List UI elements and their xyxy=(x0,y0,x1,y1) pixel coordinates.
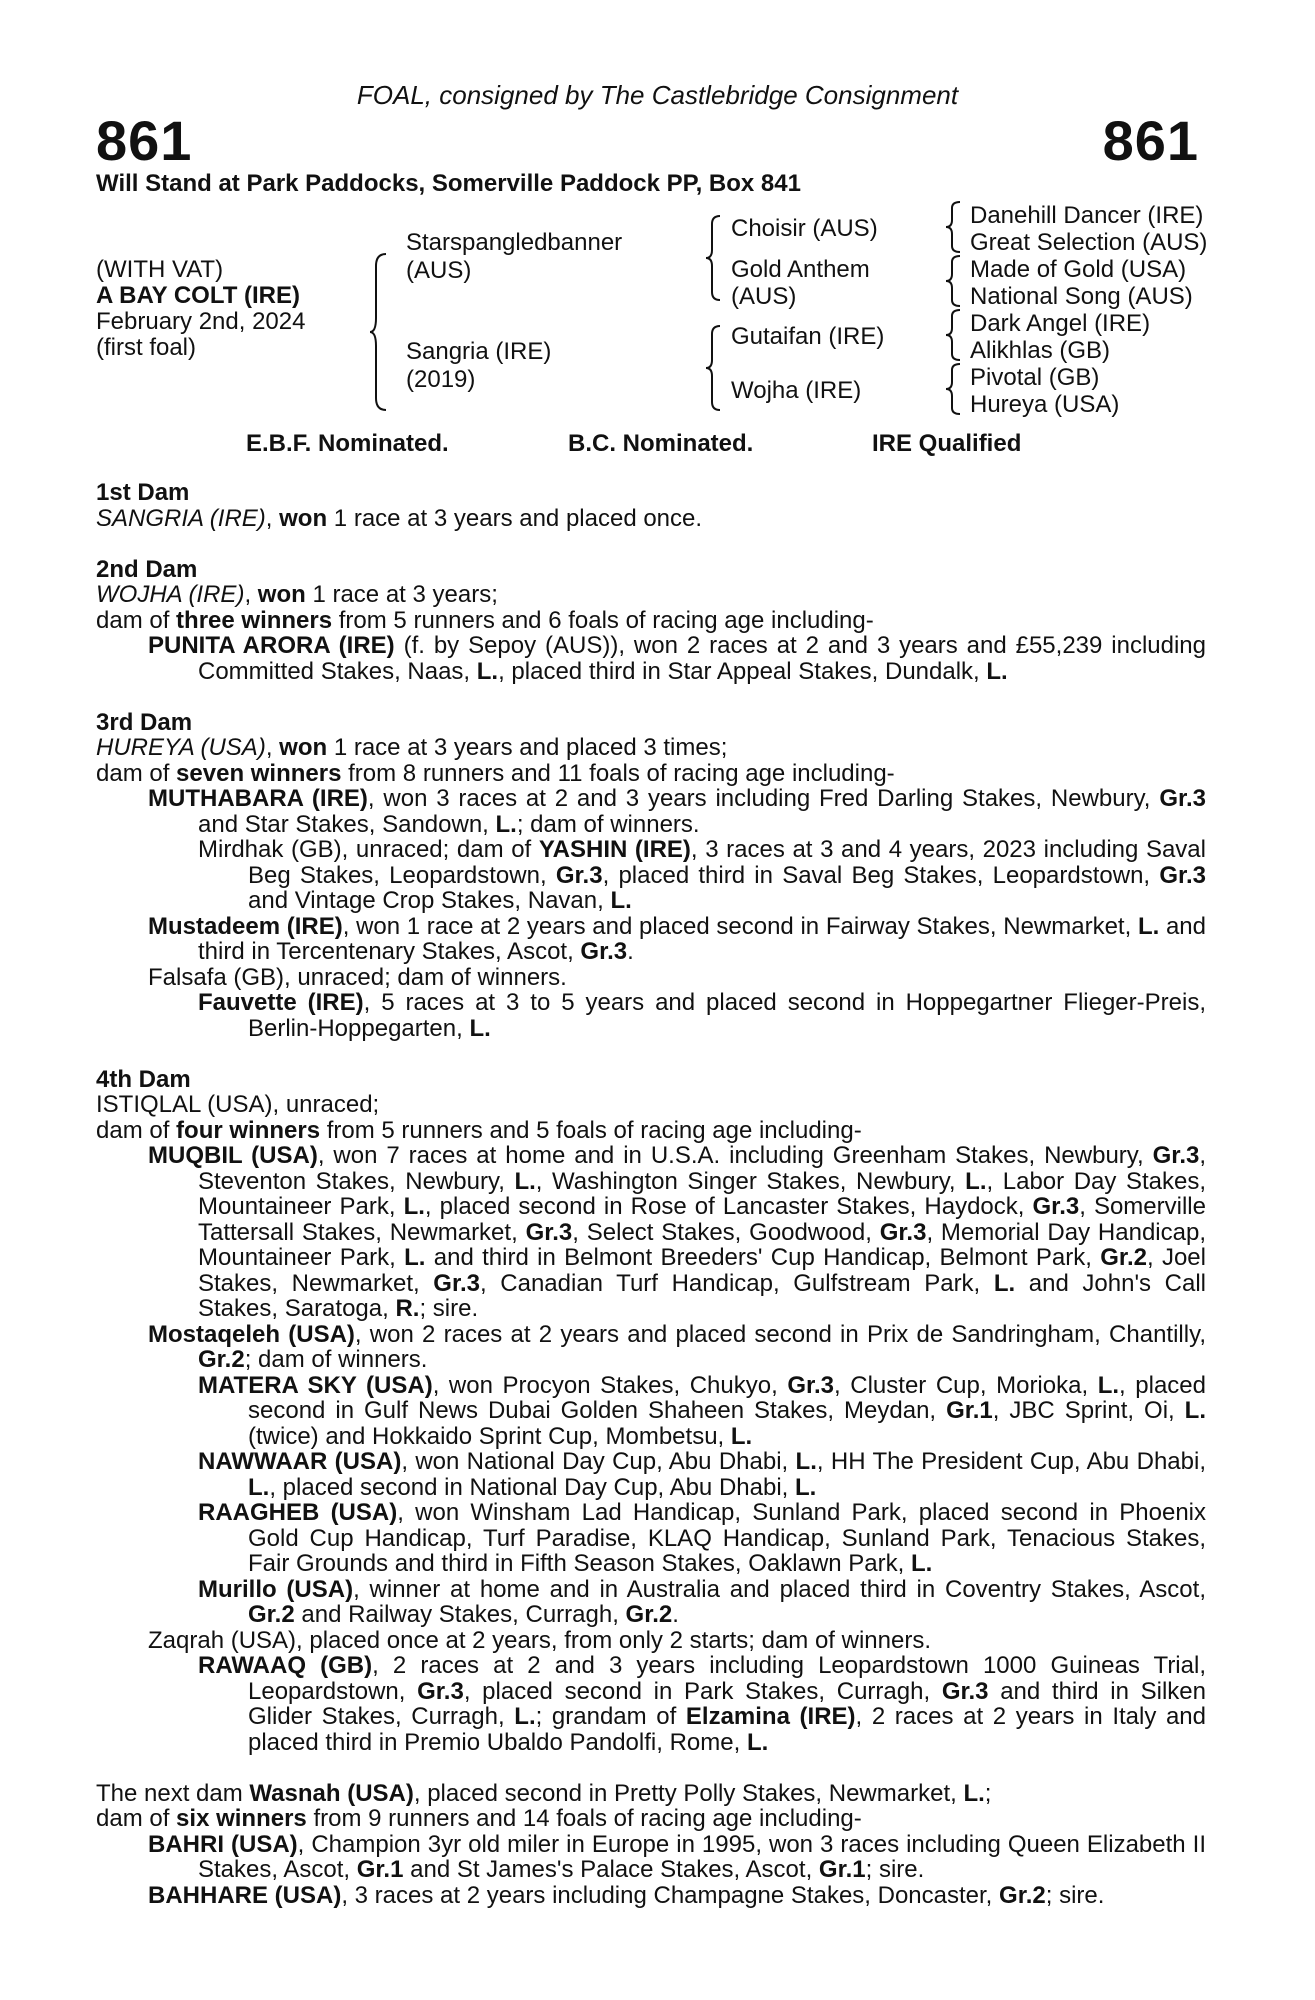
g3-ancestor-4: National Song (AUS) xyxy=(970,283,1193,310)
ire-qualified: IRE Qualified xyxy=(872,430,1022,457)
subject-name: A BAY COLT (IRE) xyxy=(96,282,301,309)
g3-brace-2 xyxy=(944,254,964,308)
third-dam-heading: 3rd Dam xyxy=(96,708,193,736)
sire-sire: Choisir (AUS) xyxy=(731,215,878,242)
dam-dam: Wojha (IRE) xyxy=(731,377,862,404)
matera-sky-entry: MATERA SKY (USA), won Procyon Stakes, Chukyo, Gr.3, Cluster Cup, Morioka, L., placed second in Gulf News Dubai Golden Shaheen Stakes, Meydan, Gr.1, JBC Sprint, Oi, L. (twice) and Hokkaido Sprint Cup, Mombetsu, L. xyxy=(198,1371,1206,1450)
third-dam-line: HUREYA (USA), won 1 race at 3 years and placed 3 times; xyxy=(96,734,728,761)
mirdhak-entry: Mirdhak (GB), unraced; dam of YASHIN (IRE), 3 races at 3 and 4 years, 2023 including Saval Beg Stakes, Leopardstown, Gr.3, placed third in Saval Beg Stakes, Leopardstown, Gr.3 and Vintage Crop Stakes, Navan, L. xyxy=(198,836,1207,914)
mustadeem-entry: Mustadeem (IRE), won 1 race at 2 years and placed second in Fairway Stakes, Newmarket, L. and third in Tercentenary Stakes, Ascot, Gr.3. xyxy=(148,912,1207,965)
punita-arora-entry: PUNITA ARORA (IRE) (f. by Sepoy (AUS)), won 2 races at 2 and 3 years and £55,239 including Committed Stakes, Naas, L., placed third in Star Appeal Stakes, Dundalk, L. xyxy=(148,632,1207,685)
g3-ancestor-7: Pivotal (GB) xyxy=(970,364,1100,391)
fourth-dam-produce: dam of four winners from 5 runners and 5 foals of racing age including- xyxy=(96,1116,862,1144)
subject-dob: February 2nd, 2024 xyxy=(96,308,306,335)
sire-country: (AUS) xyxy=(406,257,472,284)
g3-ancestor-5: Dark Angel (IRE) xyxy=(970,310,1151,337)
g3-brace-1 xyxy=(944,200,964,254)
dam-year: (2019) xyxy=(406,366,476,393)
fourth-dam-line: ISTIQLAL (USA), unraced; xyxy=(96,1091,380,1118)
g3-ancestor-3: Made of Gold (USA) xyxy=(970,256,1187,283)
vat-note: (WITH VAT) xyxy=(96,256,224,283)
sire-name: Starspangledbanner xyxy=(406,229,623,256)
lot-number-right: 861 xyxy=(1102,109,1199,172)
sire-dam-country: (AUS) xyxy=(731,283,797,310)
sire-dam-brace xyxy=(368,252,390,412)
bc-nominated: B.C. Nominated. xyxy=(568,430,754,457)
bahhare-entry: BAHHARE (USA), 3 races at 2 years including Champagne Stakes, Doncaster, Gr.2; sire. xyxy=(148,1881,1105,1909)
ebf-nominated: E.B.F. Nominated. xyxy=(246,430,449,457)
muthabara-entry: MUTHABARA (IRE), won 3 races at 2 and 3 years including Fred Darling Stakes, Newbury, Gr.3 and Star Stakes, Sandown, L.; dam of winners. xyxy=(148,785,1207,838)
g3-ancestor-1: Danehill Dancer (IRE) xyxy=(970,202,1204,229)
bahri-entry: BAHRI (USA), Champion 3yr old miler in Europe in 1995, won 3 races including Queen Elizabeth II Stakes, Ascot, Gr.1 and St James's Palace Stakes, Ascot, Gr.1; sire. xyxy=(148,1830,1206,1883)
g3-brace-4 xyxy=(944,362,964,416)
dam-name: Sangria (IRE) xyxy=(406,338,552,365)
falsafa-entry: Falsafa (GB), unraced; dam of winners. xyxy=(148,963,567,991)
second-dam-heading: 2nd Dam xyxy=(96,555,198,583)
muqbil-entry: MUQBIL (USA), won 7 races at home and in U.S.A. including Greenham Stakes, Newbury, Gr.3, Steventon Stakes, Newbury, L., Washington Singer Stakes, Newbury, L., Labor Day Stakes, Mountaineer Park, L., placed second in Rose of Lancaster Stakes, Haydock, Gr.3, Somerville Tattersall Stakes, Newmarket, Gr.3, Select Stakes, Goodwood, Gr.3, Memorial Day Handicap, Mountaineer Park, L. and third in Belmont Breeders' Cup Handicap, Belmont Park, Gr.2, Joel Stakes, Newmarket, Gr.3, Canadian Turf Handicap, Gulfstream Park, L. and John's Call Stakes, Saratoga, R.; sire. xyxy=(148,1142,1207,1322)
g3-ancestor-6: Alikhlas (GB) xyxy=(970,337,1111,364)
g3-ancestor-2: Great Selection (AUS) xyxy=(970,229,1208,256)
subject-note: (first foal) xyxy=(96,334,197,361)
second-dam-produce: dam of three winners from 5 runners and 6 foals of racing age including- xyxy=(96,606,874,634)
lot-number-left: 861 xyxy=(96,109,193,172)
sire-line-brace xyxy=(704,214,724,302)
first-dam-line: SANGRIA (IRE), won 1 race at 3 years and placed once. xyxy=(96,504,703,532)
murillo-entry: Murillo (USA), winner at home and in Australia and placed third in Coventry Stakes, Ascot, Gr.2 and Railway Stakes, Curragh, Gr.2. xyxy=(198,1575,1206,1628)
zaqrah-entry: Zaqrah (USA), placed once at 2 years, from only 2 starts; dam of winners. xyxy=(148,1626,931,1654)
g3-brace-3 xyxy=(944,308,964,362)
third-dam-produce: dam of seven winners from 8 runners and 11 foals of racing age including- xyxy=(96,759,895,787)
rawaaq-entry: RAWAAQ (GB), 2 races at 2 and 3 years including Leopardstown 1000 Guineas Trial, Leopardstown, Gr.3, placed second in Park Stakes, Curragh, Gr.3 and third in Silken Glider Stakes, Curragh, L.; grandam of Elzamina (IRE), 2 races at 2 years in Italy and placed third in Premio Ubaldo Pandolfi, Rome, L. xyxy=(198,1652,1207,1756)
mostaqeleh-entry: Mostaqeleh (USA), won 2 races at 2 years and placed second in Prix de Sandringham, Chantilly, Gr.2; dam of winners. xyxy=(148,1320,1206,1373)
pedigree-body xyxy=(96,480,1206,1908)
g3-ancestor-8: Hureya (USA) xyxy=(970,391,1120,418)
first-dam-heading: 1st Dam xyxy=(96,479,190,506)
stand-location: Will Stand at Park Paddocks, Somerville Paddock PP, Box 841 xyxy=(96,170,801,197)
fauvette-entry: Fauvette (IRE), 5 races at 3 to 5 years and placed second in Hoppegartner Flieger-Preis, Berlin-Hoppegarten, L. xyxy=(198,989,1206,1042)
dam-line-brace xyxy=(704,324,724,412)
first-dam-name: SANGRIA (IRE) xyxy=(96,504,266,532)
second-dam-line: WOJHA (IRE), won 1 race at 3 years; xyxy=(96,581,498,608)
next-dam-produce: dam of six winners from 9 runners and 14 foals of racing age including- xyxy=(96,1805,862,1832)
fourth-dam-heading: 4th Dam xyxy=(96,1065,191,1093)
sire-dam-name: Gold Anthem xyxy=(731,256,870,283)
consignor-line: FOAL, consigned by The Castlebridge Consignment xyxy=(356,80,959,110)
next-dam-line: The next dam Wasnah (USA), placed second in Pretty Polly Stakes, Newmarket, L.; xyxy=(96,1779,992,1807)
nawwaar-entry: NAWWAAR (USA), won National Day Cup, Abu Dhabi, L., HH The President Cup, Abu Dhabi, L., placed second in National Day Cup, Abu Dhabi, L. xyxy=(198,1448,1206,1501)
dam-sire: Gutaifan (IRE) xyxy=(731,323,885,350)
raagheb-entry: RAAGHEB (USA), won Winsham Lad Handicap, Sunland Park, placed second in Phoenix Gold Cup Handicap, Turf Paradise, KLAQ Handicap, Sunland Park, Tenacious Stakes, Fair Grounds and third in Fifth Season Stakes, Oaklawn Park, L. xyxy=(198,1499,1206,1577)
